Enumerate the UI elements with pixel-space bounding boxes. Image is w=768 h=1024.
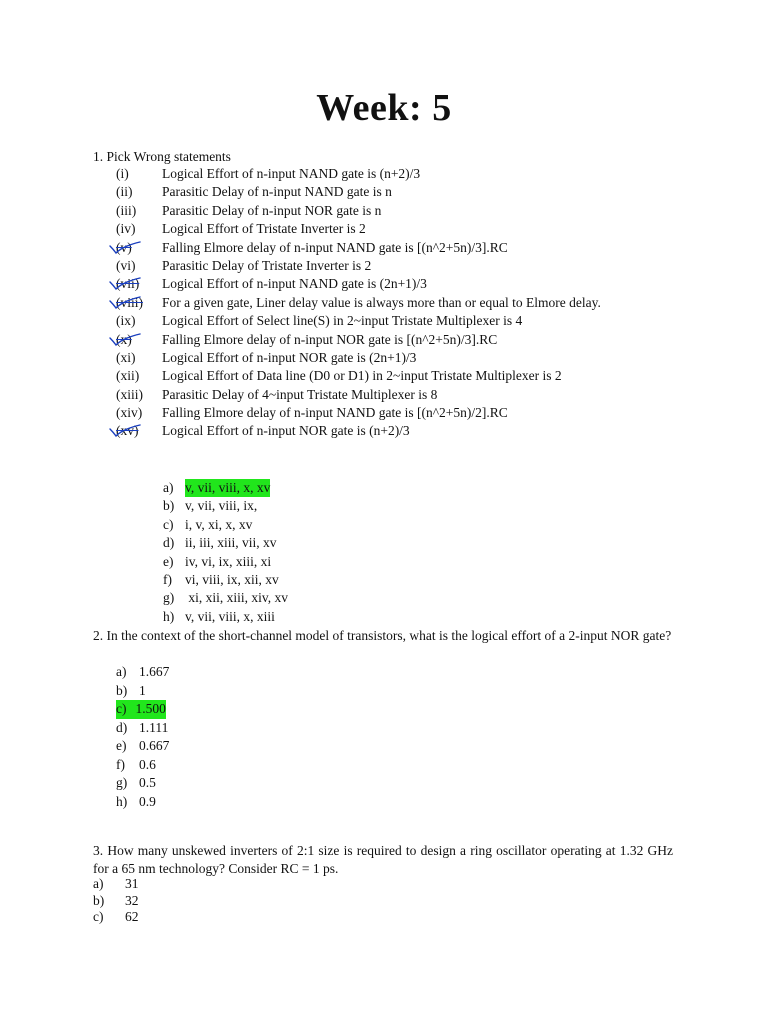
option-text: 1.111 [139,719,169,735]
statement-item [116,331,676,349]
statement-number: (x) [116,331,162,349]
answer-option[interactable] [116,774,169,793]
statement-text: Logical Effort of n-input NAND gate is (n+2)/3 [162,166,421,181]
option-label: a) [163,480,174,495]
statement-item [116,367,676,385]
option-text: 62 [125,909,139,924]
option-label: d) [163,535,175,551]
statement-number: (v) [116,239,162,257]
option-text: 32 [125,892,139,908]
statement-item [116,349,676,367]
option-label: b) [163,498,175,514]
statement-number: (viii) [116,294,162,312]
handwritten-check-icon [108,332,142,348]
page-title: Week: 5 [316,87,452,129]
option-label: c) [93,909,104,924]
statement-number: (iii) [116,202,137,218]
question-3-text: 3. How many unskewed inverters of 2:1 size is required to design a ring oscillator operating at 1.32 GHz for a 65 nm technology? Consider RC = 1 ps. [93,843,673,876]
question-1-statement-list [116,165,676,441]
option-label: g) [163,590,175,606]
option-text: 1.667 [139,664,170,679]
statement-number: (ii) [116,184,133,200]
option-label: f) [163,571,172,587]
question-3-option-list [93,875,139,925]
statement-text: Falling Elmore delay of n-input NOR gate is [(n^2+5n)/3].RC [162,331,498,347]
statement-number: (vi) [116,257,136,273]
statement-item [116,275,676,293]
answer-option[interactable] [163,589,288,607]
option-text: 31 [125,876,139,891]
answer-option-highlighted[interactable] [116,700,169,719]
statement-item [116,404,676,422]
answer-option[interactable] [116,663,169,682]
option-label: h) [116,793,128,809]
statement-text: Falling Elmore delay of n-input NAND gate is [(n^2+5n)/2].RC [162,405,508,421]
answer-option-highlighted[interactable] [163,479,288,497]
statement-item [116,422,676,440]
option-label: h) [163,608,175,624]
handwritten-check-icon [108,295,142,311]
answer-option[interactable] [116,719,169,738]
answer-option[interactable] [116,737,169,756]
answer-option[interactable] [93,892,139,909]
option-label: a) [93,876,104,891]
statement-text: Logical Effort of n-input NOR gate is (2n+1)/3 [162,349,417,365]
statement-item [116,239,676,257]
statement-item [116,386,676,404]
statement-number: (xv) [116,422,162,440]
option-label: a) [116,664,127,679]
statement-number: (iv) [116,221,136,237]
answer-option[interactable] [163,571,288,589]
statement-text: Logical Effort of Tristate Inverter is 2 [162,221,366,237]
statement-text: Parasitic Delay of Tristate Inverter is 2 [162,257,372,273]
option-label: e) [163,553,174,569]
option-label: g) [116,775,128,790]
answer-option[interactable] [163,534,288,552]
question-1-option-list [163,479,288,626]
statement-text: Parasitic Delay of n-input NOR gate is n [162,202,382,218]
statement-item [116,183,676,201]
handwritten-check-icon [108,240,142,256]
statement-item [116,294,676,312]
statement-item [116,220,676,238]
answer-option[interactable] [163,553,288,571]
answer-option[interactable] [116,756,169,775]
statement-number: (vii) [116,275,162,293]
option-label: b) [93,892,105,908]
option-text: 1.500 [136,700,166,719]
answer-option[interactable] [163,608,288,626]
statement-text: Logical Effort of Select line(S) in 2~input Tristate Multiplexer is 4 [162,313,523,329]
option-text: ii, iii, xiii, vii, xv [185,535,277,551]
option-text: iv, vi, ix, xiii, xi [185,553,272,569]
statement-text: Parasitic Delay of 4~input Tristate Multiplexer is 8 [162,386,438,402]
option-label: d) [116,719,128,735]
option-text: xi, xii, xiii, xiv, xv [185,590,289,606]
option-text: v, vii, viii, x, xiii [185,608,275,624]
answer-option[interactable] [93,908,139,925]
question-1-text: 1. Pick Wrong statements [93,149,231,164]
option-text: v, vii, viii, ix, [185,498,258,514]
statement-number: (xi) [116,349,136,365]
option-text: vi, viii, ix, xii, xv [185,571,279,587]
option-label: f) [116,756,125,772]
statement-text: Falling Elmore delay of n-input NAND gate is [(n^2+5n)/3].RC [162,239,508,255]
handwritten-check-icon [108,276,142,292]
answer-option[interactable] [116,793,169,812]
option-text: v, vii, viii, x, xv [185,479,270,497]
question-2-text: 2. In the context of the short-channel model of transistors, what is the logical effort of a 2-input NOR gate? [93,628,672,643]
question-2-option-list [116,663,169,811]
option-label: b) [116,682,128,698]
statement-text: Logical Effort of Data line (D0 or D1) in 2~input Tristate Multiplexer is 2 [162,368,562,384]
answer-option[interactable] [163,516,288,534]
option-text: 0.5 [139,775,156,790]
statement-number: (xiii) [116,386,143,402]
handwritten-check-icon [108,423,142,439]
option-label: e) [116,738,127,753]
statement-text: For a given gate, Liner delay value is always more than or equal to Elmore delay. [162,294,601,310]
option-text: 0.9 [139,793,156,809]
statement-number: (xii) [116,368,140,384]
option-text: 0.667 [139,738,170,753]
option-label: c) [163,516,174,532]
option-label: c) [116,700,136,719]
statement-text: Logical Effort of n-input NOR gate is (n+2)/3 [162,423,410,439]
statement-text: Logical Effort of n-input NAND gate is (2n+1)/3 [162,276,427,292]
statement-item [116,257,676,275]
answer-option[interactable] [163,497,288,515]
option-text: i, v, xi, x, xv [185,516,253,532]
statement-number: (ix) [116,313,136,329]
option-text: 1 [139,682,146,698]
statement-item [116,165,676,183]
statement-item [116,202,676,220]
statement-text: Parasitic Delay of n-input NAND gate is n [162,184,392,200]
statement-number: (xiv) [116,405,143,421]
answer-option[interactable] [116,682,169,701]
option-text: 0.6 [139,756,156,772]
statement-item [116,312,676,330]
statement-number: (i) [116,166,129,181]
answer-option[interactable] [93,875,139,892]
